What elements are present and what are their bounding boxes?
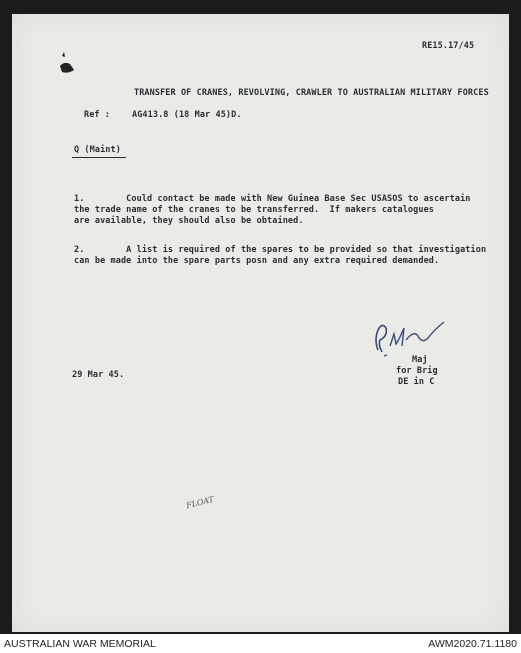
signature-appointment: DE in C bbox=[398, 377, 435, 387]
addressee-underline bbox=[72, 157, 126, 158]
footer-accession: AWM2020.71.1180 bbox=[428, 638, 517, 650]
paragraph-1-line-2: the trade name of the cranes to be transferred. If makers catalogues bbox=[74, 205, 435, 215]
paragraph-1-line-3: are available, they should also be obtained. bbox=[74, 216, 304, 226]
pencil-note: FLOAT bbox=[185, 494, 215, 511]
addressee: Q (Maint) bbox=[74, 145, 121, 155]
paragraph-2-line-1: 2. A list is required of the spares to be provided so that investigation bbox=[74, 245, 487, 255]
document-page bbox=[12, 14, 509, 632]
document-title: TRANSFER OF CRANES, REVOLVING, CRAWLER TO AUSTRALIAN MILITARY FORCES bbox=[134, 88, 489, 98]
handwritten-signature bbox=[370, 310, 450, 360]
date-line: 29 Mar 45. bbox=[72, 370, 125, 380]
file-reference: RE15.17/45 bbox=[422, 41, 475, 51]
ref-label: Ref : bbox=[84, 110, 111, 120]
punch-hole-mark bbox=[58, 52, 78, 78]
paragraph-1-line-1: 1. Could contact be made with New Guinea Base Sec USASOS to ascertain bbox=[74, 194, 471, 204]
archive-footer bbox=[0, 634, 521, 653]
signature-rank: Maj bbox=[412, 355, 428, 365]
paragraph-2-line-2: can be made into the spare parts posn and any extra required demanded. bbox=[74, 256, 440, 266]
signature-for: for Brig bbox=[396, 366, 438, 376]
footer-institution: AUSTRALIAN WAR MEMORIAL bbox=[4, 638, 156, 650]
ref-value: AG413.8 (18 Mar 45)D. bbox=[132, 110, 242, 120]
